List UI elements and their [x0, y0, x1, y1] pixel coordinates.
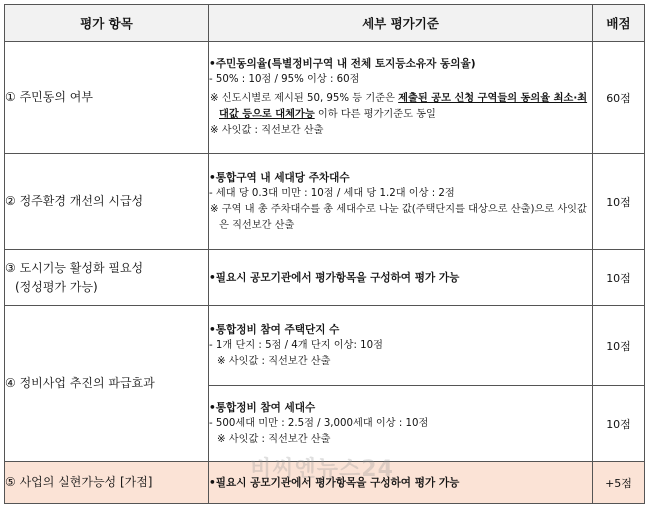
- category-note: (정성평가 가능): [15, 279, 98, 294]
- criterion-heading: •필요시 공모기관에서 평가항목을 구성하여 평가 가능: [209, 271, 460, 284]
- category-cell: ② 정주환경 개선의 시급성: [5, 154, 209, 250]
- criterion-scale: - 세대 당 0.3대 미만 : 10점 / 세대 당 1.2대 이상 : 2점: [209, 187, 455, 199]
- detail-cell: [209, 462, 593, 504]
- criterion-note: ※ 사잇값 : 직선보간 산출: [210, 125, 324, 136]
- detail-cell: [209, 42, 593, 154]
- note-emphasis: 제출된 공모 신청 구역들의 동의율 최소·최대값 등으로 대체가능: [219, 93, 588, 120]
- criterion-heading: •통합구역 내 세대당 주차대수: [209, 171, 350, 184]
- criterion-heading: •통합정비 참여 주택단지 수: [209, 323, 340, 336]
- criterion-scale: - 500세대 미만 : 2.5점 / 3,000세대 이상 : 10점: [209, 417, 429, 429]
- detail-cell: [209, 154, 593, 250]
- table-row: [5, 462, 645, 504]
- criterion-heading: •필요시 공모기관에서 평가항목을 구성하여 평가 가능: [209, 476, 460, 489]
- note-text: ※ 신도시별로 제시된 50, 95% 등 기준은: [210, 93, 399, 104]
- points-cell: 10점: [593, 386, 645, 462]
- evaluation-criteria-table: [4, 4, 645, 504]
- category-cell: ① 주민동의 여부: [5, 42, 209, 154]
- note-text: 이하 다른 평가기준도 동일: [314, 109, 436, 120]
- table-row: [5, 250, 645, 306]
- points-cell: 60점: [593, 42, 645, 154]
- table-header-row: [5, 5, 645, 42]
- category-cell: [5, 250, 209, 306]
- category-cell: ④ 정비사업 추진의 파급효과: [5, 306, 209, 462]
- detail-cell: [209, 386, 593, 462]
- criterion-note: [209, 91, 592, 123]
- points-cell: 10점: [593, 154, 645, 250]
- points-cell: 10점: [593, 306, 645, 386]
- detail-cell: [209, 250, 593, 306]
- criterion-note: ※ 구역 내 총 주차대수를 총 세대수로 나눈 값(주택단지를 대상으로 산출)으로 사잇값은 직선보간 산출: [210, 203, 587, 231]
- criterion-note: ※ 사잇값 : 직선보간 산출: [217, 433, 331, 445]
- header-points: 배점: [593, 5, 645, 42]
- header-category: 평가 항목: [5, 5, 209, 42]
- criterion-scale: - 1개 단지 : 5점 / 4개 단지 이상: 10점: [209, 339, 383, 351]
- table-row: [5, 306, 645, 386]
- watermark: 비씨엔뉴스24: [250, 457, 394, 482]
- category-label: ③ 도시기능 활성화 필요성: [5, 260, 144, 275]
- criterion-heading: •통합정비 참여 세대수: [209, 401, 316, 414]
- criterion-heading: •주민동의율(특별정비구역 내 전체 토지등소유자 동의율): [209, 58, 476, 70]
- detail-cell: [209, 306, 593, 386]
- criterion-scale: - 50% : 10점 / 95% 이상 : 60점: [209, 74, 360, 85]
- table-row: [5, 154, 645, 250]
- header-detail: 세부 평가기준: [209, 5, 593, 42]
- table-row: [5, 42, 645, 154]
- category-cell: ⑤ 사업의 실현가능성 [가점]: [5, 462, 209, 504]
- points-cell: 10점: [593, 250, 645, 306]
- criterion-note: ※ 사잇값 : 직선보간 산출: [217, 355, 331, 367]
- points-cell: +5점: [593, 462, 645, 504]
